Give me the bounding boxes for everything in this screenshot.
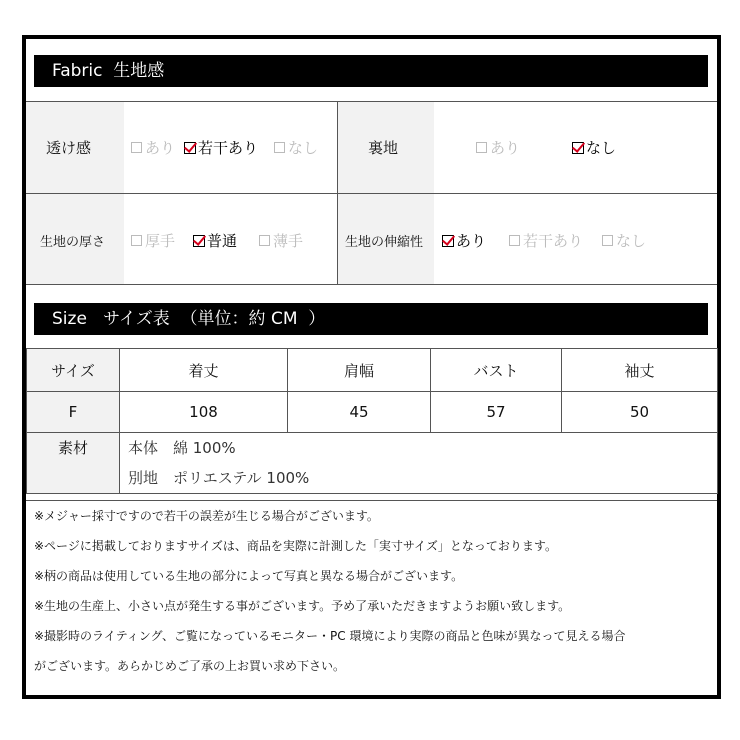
label-thickness: 生地の厚さ — [40, 235, 106, 250]
checkbox-icon — [259, 235, 270, 246]
note-line: がございます。あらかじめご了承の上お買い求め下さい。 — [34, 659, 346, 673]
size-table — [26, 348, 718, 494]
option-label: 薄手 — [273, 232, 304, 250]
sleeve-value: 50 — [562, 392, 718, 433]
length-value: 108 — [120, 392, 288, 433]
option-label: なし — [288, 139, 319, 157]
checkbox-icon — [131, 142, 142, 153]
option-label: なし — [586, 139, 617, 157]
option-label: あり — [490, 139, 521, 157]
fabric-line-center — [337, 101, 338, 285]
option-transparency-slight[interactable] — [184, 137, 258, 158]
material-row — [27, 433, 718, 494]
option-label: なし — [616, 232, 647, 250]
checked-checkbox-icon — [572, 142, 584, 154]
header-bust: バスト — [431, 349, 562, 392]
header-sleeve: 袖丈 — [562, 349, 718, 392]
note-line: ※撮影時のライティング、ご覧になっているモニター・PC 環境により実際の商品と色味が異なって見える場合 — [34, 629, 626, 643]
option-lining-none[interactable] — [572, 137, 616, 158]
material-line-main: 本体 綿 100% — [128, 439, 236, 457]
option-label: 厚手 — [145, 232, 176, 250]
size-header-row — [27, 349, 718, 392]
note-line: ※メジャー採寸ですので若干の誤差が生じる場合がございます。 — [34, 509, 379, 523]
checkbox-icon — [509, 235, 520, 246]
option-stretch-yes[interactable] — [442, 230, 486, 251]
option-thickness-thin[interactable] — [259, 230, 303, 251]
label-lining: 裏地 — [368, 139, 399, 157]
option-label: あり — [145, 139, 176, 157]
size-value: F — [27, 392, 120, 433]
fabric-table — [26, 101, 717, 285]
checked-checkbox-icon — [442, 235, 454, 247]
option-label: あり — [456, 232, 487, 250]
material-line-sub: 別地 ポリエステル 100% — [128, 469, 310, 487]
checkbox-icon — [131, 235, 142, 246]
option-transparency-none[interactable] — [274, 137, 318, 158]
option-label: 普通 — [207, 232, 238, 250]
checkbox-icon — [602, 235, 613, 246]
note-line: ※生地の生産上、小さい点が発生する事がございます。予め了承いただきますようお願い致します。 — [34, 599, 571, 613]
material-label: 素材 — [27, 433, 120, 494]
option-lining-yes[interactable] — [476, 137, 520, 158]
option-label: 若干あり — [198, 139, 259, 157]
table-row — [27, 392, 718, 433]
label-stretch: 生地の伸縮性 — [345, 235, 424, 250]
note-line: ※柄の商品は使用している生地の部分によって写真と異なる場合がございます。 — [34, 569, 464, 583]
header-shoulder: 肩幅 — [288, 349, 431, 392]
material-content — [120, 433, 718, 494]
header-size: サイズ — [27, 349, 120, 392]
size-banner: Size サイズ表 （単位：約 CM ） — [34, 303, 708, 335]
checkbox-icon — [274, 142, 285, 153]
checked-checkbox-icon — [184, 142, 196, 154]
fabric-line-mid — [26, 193, 717, 194]
label-transparency: 透け感 — [46, 139, 92, 157]
fabric-banner: Fabric 生地感 — [34, 55, 708, 87]
note-line: ※ページに掲載しておりますサイズは、商品を実際に計測した「実寸サイズ」となっております。 — [34, 539, 557, 553]
option-label: 若干あり — [523, 232, 584, 250]
header-length: 着丈 — [120, 349, 288, 392]
shoulder-value: 45 — [288, 392, 431, 433]
option-stretch-none[interactable] — [602, 230, 646, 251]
option-thickness-normal[interactable] — [193, 230, 237, 251]
notes-section — [26, 500, 717, 681]
checked-checkbox-icon — [193, 235, 205, 247]
option-stretch-slight[interactable] — [509, 230, 583, 251]
info-frame — [22, 35, 721, 699]
fabric-line-bottom — [26, 284, 717, 285]
checkbox-icon — [476, 142, 487, 153]
bust-value: 57 — [431, 392, 562, 433]
option-thickness-thick[interactable] — [131, 230, 175, 251]
option-transparency-yes[interactable] — [131, 137, 175, 158]
fabric-line-top — [26, 101, 717, 102]
